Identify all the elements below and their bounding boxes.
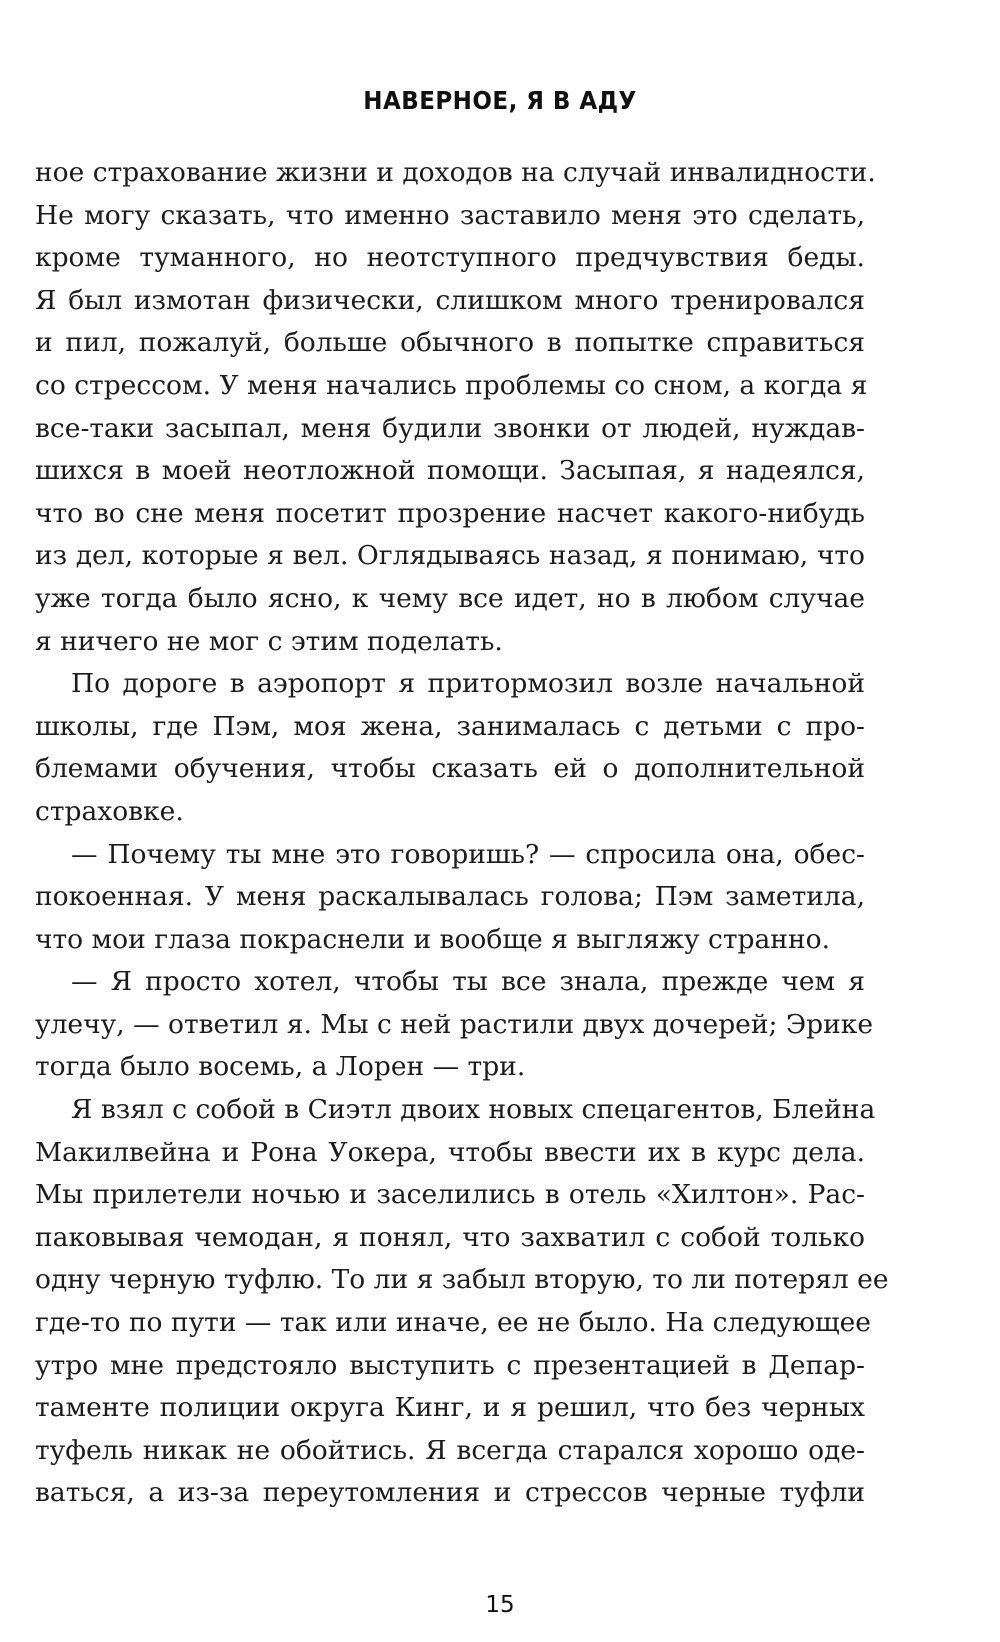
text-line: покоенная. У меня раскалывалась голова; Пэм заметила,	[35, 881, 865, 913]
text-line: и пил, пожалуй, больше обычного в попытке справиться	[35, 327, 865, 359]
text-line: Я взял с собой в Сиэтл двоих новых спецагентов, Блейна	[71, 1094, 876, 1126]
text-line: туфель никак не обойтись. Я всегда старался хорошо оде-	[35, 1434, 865, 1466]
text-line: Макилвейна и Рона Уокера, чтобы ввести их в курс дела.	[35, 1136, 865, 1168]
text-line: что во сне меня посетит прозрение насчет какого-нибудь	[35, 497, 865, 529]
text-line: паковывая чемодан, я понял, что захватил с собой только	[35, 1221, 865, 1253]
text-line: Я был измотан физически, слишком много тренировался	[35, 284, 865, 316]
text-line: ное страхование жизни и доходов на случай инвалидности.	[35, 157, 876, 188]
text-line: Мы прилетели ночью и заселились в отель «Хилтон». Рас-	[35, 1179, 865, 1211]
text-line: таменте полиции округа Кинг, и я решил, что без черных	[35, 1392, 865, 1424]
text-line: одну черную туфлю. То ли я забыл вторую, то ли потерял ее	[35, 1264, 889, 1296]
text-line: ваться, а из-за переутомления и стрессов черные туфли	[35, 1477, 865, 1509]
text-line: из дел, которые я вел. Оглядываясь назад, я понимаю, что	[35, 540, 865, 572]
text-line: улечу, — ответил я. Мы с ней растили двух дочерей; Эрике	[35, 1008, 874, 1040]
text-line: я ничего не мог с этим поделать.	[35, 625, 503, 657]
text-line: тогда было восемь, а Лорен — три.	[35, 1051, 526, 1083]
text-line: все-таки засыпал, меня будили звонки от людей, нуждав-	[35, 412, 865, 444]
text-line: По дороге в аэропорт я притормозил возле начальной	[71, 668, 865, 700]
text-line: уже тогда было ясно, к чему все идет, но в любом случае	[35, 582, 865, 614]
text-line: утро мне предстояло выступить с презентацией в Депар-	[35, 1349, 865, 1381]
body-text	[35, 152, 889, 1515]
text-line: что мои глаза покраснели и вообще я выгляжу странно.	[35, 923, 831, 955]
text-line: Не могу сказать, что именно заставило меня это сделать,	[35, 199, 865, 231]
text-line: — Я просто хотел, чтобы ты все знала, прежде чем я	[71, 966, 865, 998]
running-head-title: НАВЕРНОЕ, Я В АДУ	[363, 86, 637, 115]
text-line: со стрессом. У меня начались проблемы со сном, а когда я	[35, 369, 868, 401]
text-line: шихся в моей неотложной помощи. Засыпая, я надеялся,	[35, 455, 865, 487]
text-line: страховке.	[35, 795, 184, 827]
text-line: кроме туманного, но неотступного предчувствия беды.	[35, 242, 865, 274]
text-line: блемами обучения, чтобы сказать ей о дополнительной	[35, 753, 865, 785]
text-line: — Почему ты мне это говоришь? — спросила она, обес-	[71, 838, 865, 870]
text-line: где-то по пути — так или иначе, ее не было. На следующее	[35, 1307, 871, 1339]
page-number: 15	[485, 1592, 515, 1618]
text-line: школы, где Пэм, моя жена, занималась с детьми с про-	[35, 710, 865, 742]
